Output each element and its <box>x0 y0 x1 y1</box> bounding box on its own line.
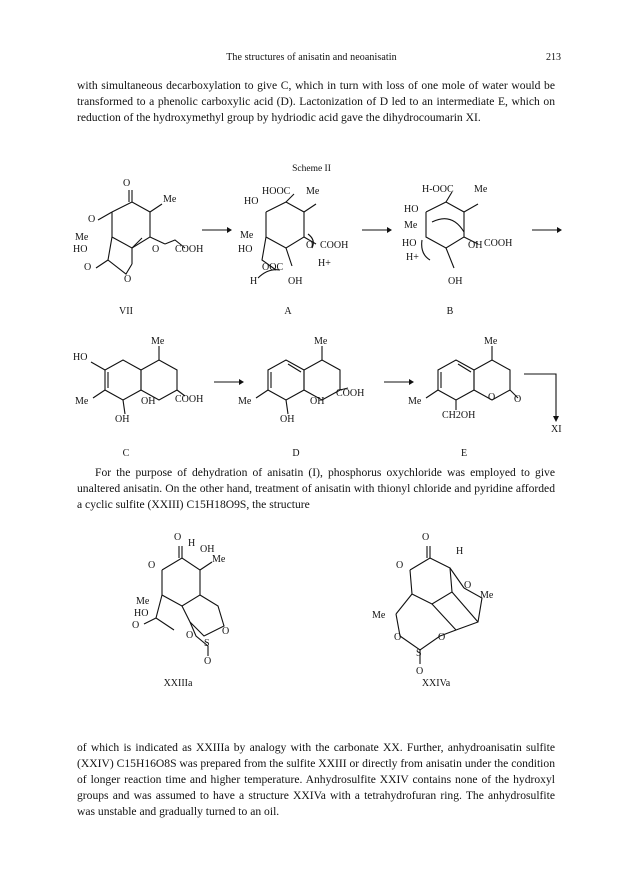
reaction-arrow <box>384 378 414 386</box>
atom-oh: OH <box>280 414 295 425</box>
atom-me: Me <box>75 232 89 243</box>
atom-o: O <box>84 262 92 273</box>
atom-ho: HO <box>238 244 253 255</box>
atom-o: O <box>124 274 132 285</box>
atom-oh: OH <box>468 240 483 251</box>
atom-h: H <box>250 276 258 287</box>
paragraph-1: with simultaneous decarboxylation to give C, which in turn with loss of one mole of water would be transformed to a phenolic carboxylic acid (D). Lactonization of D led to an intermediate E, which on reduction of the hydroxymethyl group by hydriodic acid gave the dihydrocoumarin XI. <box>77 79 555 124</box>
atom-me: Me <box>238 396 252 407</box>
compound-label-D: D <box>292 448 300 459</box>
atom-o: O <box>204 656 212 667</box>
compound-label-A: A <box>284 306 292 317</box>
compound-label-E: E <box>460 448 468 459</box>
compound-label-XXIVa: XXIVa <box>421 678 451 689</box>
atom-oh: OH <box>310 396 325 407</box>
structure-A <box>232 182 362 302</box>
running-title: The structures of anisatin and neoanisatin <box>226 52 397 63</box>
atom-s: S <box>416 648 422 659</box>
atom-o: O <box>438 632 446 643</box>
structure-D <box>238 330 384 430</box>
reaction-arrow <box>202 226 232 234</box>
atom-o: O <box>152 244 160 255</box>
atom-o: O <box>148 560 156 571</box>
atom-s: S <box>204 638 210 649</box>
atom-cooh: COOH <box>175 394 204 405</box>
atom-o: O <box>186 630 194 641</box>
structure-B <box>392 182 532 302</box>
atom-o: O <box>514 394 522 405</box>
structure-C <box>75 330 215 430</box>
atom-me: Me <box>408 396 422 407</box>
atom-me: Me <box>404 220 418 231</box>
atom-ho: HO <box>73 352 88 363</box>
atom-me: Me <box>314 336 328 347</box>
atom-me: Me <box>75 396 89 407</box>
atom-cooh: COOH <box>336 388 365 399</box>
atom-o: O <box>123 178 131 189</box>
atom-me: Me <box>480 590 494 601</box>
atom-ooc: OOC <box>262 262 284 273</box>
compound-label-B: B <box>446 306 454 317</box>
atom-ch2oh: CH2OH <box>442 410 476 421</box>
atom-me: Me <box>151 336 165 347</box>
atom-ho: HO <box>404 204 419 215</box>
structure-XXIIIa <box>120 532 260 670</box>
paragraph-2: For the purpose of dehydration of anisatin (I), phosphorus oxychloride was employed to give unaltered anisatin. On the other hand, treatment of anisatin with thionyl chloride and pyridine afforded a cyclic sulfite (XXIII) C15H18O9S, the structure <box>77 466 555 511</box>
atom-o: O <box>174 532 182 543</box>
atom-ho: HO <box>134 608 149 619</box>
atom-ho: HO <box>244 196 259 207</box>
structure-C-drawing <box>75 330 215 430</box>
atom-o: O <box>394 632 402 643</box>
atom-h: H <box>456 546 464 557</box>
atom-o: O <box>464 580 472 591</box>
atom-cooh: COOH <box>320 240 349 251</box>
atom-me: Me <box>474 184 488 195</box>
compound-label-XXIIIa: XXIIIa <box>163 678 193 689</box>
atom-me: Me <box>306 186 320 197</box>
product-label-XI: XI <box>551 424 562 435</box>
atom-o: O <box>132 620 140 631</box>
atom-ho: HO <box>402 238 417 249</box>
atom-h: H <box>188 538 196 549</box>
atom-hplus: H+ <box>406 252 419 263</box>
atom-me: Me <box>372 610 386 621</box>
scheme-title: Scheme II <box>292 164 331 174</box>
reaction-arrow <box>532 226 562 234</box>
atom-oh: OH <box>288 276 303 287</box>
atom-cooh: COOH <box>484 238 513 249</box>
atom-me: Me <box>240 230 254 241</box>
atom-oh: OH <box>200 544 215 555</box>
reaction-arrow <box>214 378 244 386</box>
atom-me: Me <box>163 194 177 205</box>
atom-o: O <box>222 626 230 637</box>
structure-VII-drawing <box>70 182 210 302</box>
paragraph-3: of which is indicated as XXIIIa by analogy with the carbonate XX. Further, anhydroanisatin sulfite (XXIV) C15H16O8S was prepared from the sulfite XXIII or directly from anisatin under the condition of longer reaction time and higher temperature. Anhydrosulfite XXIV contains none of the hydroxyl groups and was assumed to have a structure XXIVa with a tetrahydrofuran ring. The anhydrosulfite was unstable and gradually turned to an oil. <box>77 741 555 818</box>
compound-label-C: C <box>122 448 130 459</box>
atom-oh: OH <box>141 396 156 407</box>
compound-label-VII: VII <box>119 306 133 317</box>
atom-oh: OH <box>448 276 463 287</box>
atom-o: O <box>306 240 314 251</box>
page-number: 213 <box>546 52 561 63</box>
structure-XXIVa <box>360 532 520 680</box>
atom-o: O <box>422 532 430 543</box>
atom-me: Me <box>212 554 226 565</box>
atom-me: Me <box>136 596 150 607</box>
atom-o: O <box>396 560 404 571</box>
atom-cooh: COOH <box>175 244 204 255</box>
atom-o: O <box>416 666 424 677</box>
atom-hplus: H+ <box>318 258 331 269</box>
page-header <box>0 52 623 66</box>
atom-hooc: H-OOC <box>422 184 454 195</box>
atom-o: O <box>488 392 496 403</box>
atom-ho: HO <box>73 244 88 255</box>
atom-oh: OH <box>115 414 130 425</box>
structure-VII <box>70 178 210 302</box>
reaction-arrow <box>362 226 392 234</box>
atom-hooc: HOOC <box>262 186 291 197</box>
atom-o: O <box>88 214 96 225</box>
structure-E <box>408 330 564 440</box>
atom-me: Me <box>484 336 498 347</box>
